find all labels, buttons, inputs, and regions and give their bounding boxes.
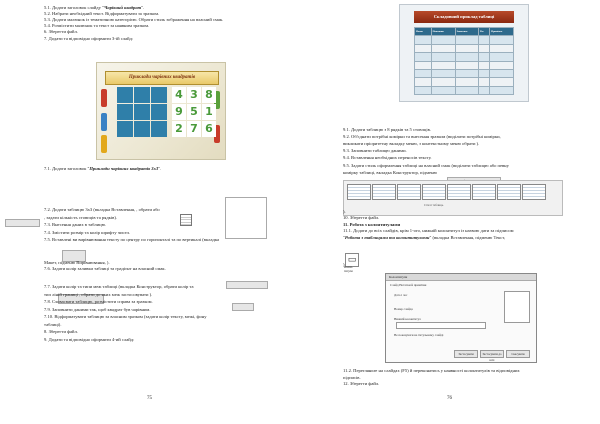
table-cell — [478, 69, 489, 77]
dialog-tabs[interactable]: Слайд Нотатки й примітки — [390, 283, 427, 287]
dialog-option[interactable]: Дата і час — [394, 293, 408, 297]
table-cell — [455, 69, 478, 77]
instruction-line: ). — [343, 209, 346, 214]
instruction-line: таблиці). — [44, 321, 62, 327]
instruction-line: 10. Зберегти файл. — [343, 215, 380, 221]
instruction-line: 9.1. Додати таблицю з 8 рядків та 5 стовпців. — [343, 127, 431, 132]
table-cell — [490, 44, 514, 52]
table-grid-picker[interactable] — [225, 197, 267, 239]
instruction-line: 7. Додати та відповідно оформити 3-ій слайд: — [44, 35, 134, 41]
grid-cell — [117, 121, 133, 137]
magic-number: 8 — [202, 87, 216, 103]
table-style-swatch[interactable] — [447, 184, 471, 200]
instruction-line: 7.3. Внесення даних в таблицю. — [44, 222, 107, 228]
table-cell — [478, 44, 489, 52]
instruction-line: 8. Зберегти файл. — [44, 329, 78, 334]
table-style-swatch[interactable] — [347, 184, 371, 200]
grid-cell — [134, 121, 150, 137]
table-row — [415, 78, 514, 86]
table-row — [415, 53, 514, 61]
pencil-icon — [101, 135, 107, 153]
table-cell — [490, 53, 514, 61]
table-cell: Рік — [478, 28, 489, 36]
magic-number: 5 — [187, 104, 201, 120]
instruction-line: 6. Зберегти файл. — [44, 29, 78, 35]
instruction-line: 9.2. Об'єднати потрібні комірки та внесення зразком (виділити потрібні комірки, — [343, 134, 501, 140]
table-row — [415, 86, 514, 94]
table-cell — [431, 69, 455, 77]
table-cell — [490, 78, 514, 86]
instruction-line: 7.2. Додати таблицю 3х3 (вкладка Вставлення, , обрати або — [44, 207, 160, 212]
dialog-preview — [504, 291, 530, 323]
table-cell — [431, 53, 455, 61]
table-cell — [490, 61, 514, 69]
table-cell — [415, 61, 432, 69]
table-style-swatch[interactable] — [422, 184, 446, 200]
dialog-option[interactable]: Номер слайда — [394, 307, 413, 311]
cancel-button[interactable]: Скасувати — [506, 350, 530, 358]
instruction-line: 9.5. Задати стиль оформлення таблиці на власний смак (виділити таблицю або певну — [343, 162, 509, 168]
pencil-icon — [101, 113, 107, 131]
table-cell — [431, 36, 455, 44]
table-style-swatch[interactable] — [522, 184, 546, 200]
table-style-swatch[interactable] — [397, 184, 421, 200]
pencil-icon — [101, 89, 107, 107]
magic-number: 6 — [202, 121, 216, 137]
grid-cell — [117, 104, 133, 120]
empty-magic-grid — [117, 87, 167, 137]
grid-cell — [134, 87, 150, 103]
instruction-line: 7.6. Задати колір заливки таблиці та градієнт на власний смак. — [44, 266, 166, 272]
table-style-swatch[interactable] — [372, 184, 396, 200]
instruction-line: ) — [343, 262, 345, 267]
table-row — [415, 69, 514, 77]
table-cell — [478, 86, 489, 94]
instruction-line: тип ліній границі , обрати до яких меж застосовувати ). — [44, 291, 153, 297]
table-cell: Примітка — [490, 28, 514, 36]
table-cell — [455, 61, 478, 69]
pen-color-button[interactable] — [226, 281, 268, 289]
instruction-line: 7.10. Відформатувати таблицю за власним зразком (задати колір тексту, межі, фону — [44, 314, 207, 319]
complex-slide-title: Складовний приклад таблиці — [414, 11, 514, 23]
table-cell — [415, 36, 432, 44]
instruction-line: 11. Робота з колонтитулами — [343, 221, 401, 227]
grid-cell — [151, 104, 167, 120]
instruction-line: 7.5. Вставлені ви вирівнювання тексту по центру по горизонталі та по вертикалі (вкладка — [44, 237, 220, 243]
instruction-line: комірку таблиці, вкладка Конструктор, підменю — [343, 169, 437, 175]
table-cell — [415, 44, 432, 52]
magic-square-slide-preview — [96, 62, 226, 160]
gallery-caption: Стилі таблиць — [424, 203, 444, 207]
magic-square-numbers — [172, 87, 216, 137]
instruction-line: 5.3. Додати малюнок із тематичною категорією. Обрати стиль зображення на власний смак. — [44, 17, 224, 23]
table-cell — [478, 53, 489, 61]
table-cell — [415, 69, 432, 77]
table-cell — [415, 78, 432, 86]
apply-button[interactable]: Застосувати — [454, 350, 478, 358]
magic-number: 9 — [172, 104, 186, 120]
table-styles-gallery[interactable] — [343, 180, 563, 216]
instruction-line: 9.4. Вставлення необхідних переносів тексту. — [343, 155, 432, 161]
table-style-swatch[interactable] — [472, 184, 496, 200]
table-cell: Показник — [431, 28, 455, 36]
table-row — [415, 28, 514, 36]
header-footer-label: Колон- титули — [344, 265, 353, 273]
instruction-line: Макет, підменю Вирівнювання, ). — [44, 260, 110, 265]
dialog-title-bar: Колонтитули — [386, 274, 536, 281]
instruction-line: 5.2. Набрати необхідний текст. Відформатувати за зразком. — [44, 11, 160, 17]
instruction-line: 7.4. Змістити розмір та колір шрифту чисел. — [44, 229, 131, 235]
grid-cell — [134, 104, 150, 120]
instruction-line: , задати кількість стовпців та рядків). — [44, 214, 118, 220]
instruction-line: підписів. — [343, 374, 361, 380]
table-cell — [415, 86, 432, 94]
instruction-line: 11.2. Перегляньте на слайдах (F5) й переконатись у наявності колонтитулів та відповідних — [343, 368, 520, 373]
table-cell — [490, 36, 514, 44]
table-style-swatch[interactable] — [497, 184, 521, 200]
table-cell — [490, 86, 514, 94]
instruction-line: 7.8. Сховасвати таблицю, розмістити справа за зразком. — [44, 299, 153, 304]
dialog-option[interactable]: Не показувати на титульному слайді — [394, 333, 444, 337]
table-cell: Значення — [455, 28, 478, 36]
magic-number: 1 — [202, 104, 216, 120]
page-number: 76 — [447, 396, 452, 401]
instruction-line: 5.1. Додати заголовок слайду "Чарівний квадрат". — [44, 5, 145, 10]
header-footer-icon[interactable]: ▭ — [345, 253, 359, 267]
table-cell — [455, 36, 478, 44]
borders-button[interactable] — [232, 303, 254, 311]
table-cell — [455, 78, 478, 86]
table-cell — [478, 78, 489, 86]
instruction-line: "Робота з таблицями та колонтитулами" (вкладка Вставлення, підменю Текст, — [343, 234, 506, 240]
complex-table-slide-preview — [399, 4, 529, 102]
grid-cell — [151, 87, 167, 103]
table-cell — [431, 44, 455, 52]
complex-table — [414, 27, 514, 95]
table-row — [415, 61, 514, 69]
table-cell — [431, 78, 455, 86]
header-footer-dialog — [385, 273, 537, 363]
magic-number: 7 — [187, 121, 201, 137]
table-cell — [431, 61, 455, 69]
table-cell: Назва — [415, 28, 432, 36]
table-cell — [478, 61, 489, 69]
table-cell — [455, 53, 478, 61]
instruction-line: 12. Зберегти файл. — [343, 381, 380, 387]
instruction-line: викликати пріоритетну вкладку меню, з контекстному меню обрати ). — [343, 141, 480, 147]
grid-cell — [151, 121, 167, 137]
instruction-line: 5.4. Розмістити малюнок та текст за наявним зразком. — [44, 23, 150, 29]
table-icon[interactable] — [180, 214, 192, 226]
instruction-line: 9.3. Заповнити таблицю даними. — [343, 148, 407, 154]
dialog-option[interactable]: Нижній колонтитул — [394, 317, 421, 321]
footer-text-input[interactable] — [396, 322, 486, 329]
table-cell — [478, 36, 489, 44]
instruction-line: 11.1. Додати до всіх слайдів, крім 1-ого, нижній колонтитул із назвою дати за підписом — [343, 228, 514, 234]
magic-number: 2 — [172, 121, 186, 137]
grid-cell — [117, 87, 133, 103]
instruction-line: 7.9. Заповнити даними так, щоб квадрат був чарівним. — [44, 306, 151, 312]
apply-all-button[interactable]: Застосувати до всіх — [480, 350, 504, 358]
table-cell — [455, 86, 478, 94]
instruction-line: 7.7. Задати колір та типи меж таблиці (вкладка Конструктор, обрати колір та — [44, 284, 194, 289]
magic-number: 4 — [172, 87, 186, 103]
table-cell — [455, 44, 478, 52]
instruction-line: 7.1. Додати заголовок "Приклади чарівних квадратів 3х3". — [44, 166, 162, 171]
instruction-line: 9. Додати та відповідно оформити 4-ий слайд: — [44, 336, 135, 342]
table-row — [415, 44, 514, 52]
table-cell — [431, 86, 455, 94]
table-cell — [490, 69, 514, 77]
magic-number: 3 — [187, 87, 201, 103]
page-number: 75 — [147, 396, 152, 401]
insert-table-button[interactable] — [5, 219, 40, 227]
table-cell — [415, 53, 432, 61]
table-row — [415, 36, 514, 44]
magic-slide-title: Приклади чарівних квадратів — [105, 71, 219, 85]
